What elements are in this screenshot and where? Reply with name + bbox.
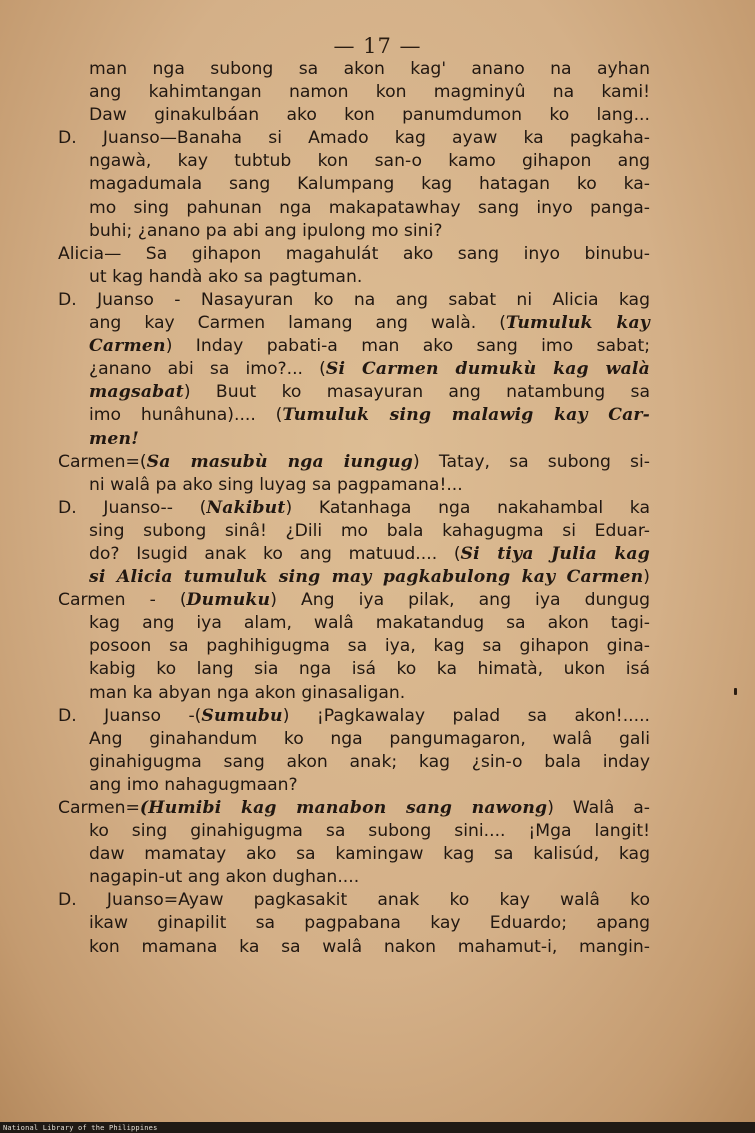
text-line: ¿anano abi sa imo?... (Si Carmen dumukù kag walà bbox=[89, 359, 650, 380]
stage-direction: Si Carmen dumukù kag walà bbox=[325, 359, 650, 380]
text-line: ngawà, kay tubtub kon san-o kamo gihapon ang bbox=[89, 151, 650, 172]
text-line: sing subong sinâ! ¿Dili mo bala kahagugma si Eduar- bbox=[89, 520, 650, 541]
text-line: ut kag handà ako sa pagtuman. bbox=[89, 266, 363, 287]
dialogue-line: D. Juanso - Nasayuran ko na ang sabat ni Alicia kag bbox=[58, 289, 650, 310]
stage-direction: Nakibut bbox=[206, 497, 286, 518]
text-line: man ka abyan nga akon ginasaligan. bbox=[89, 682, 406, 703]
text-line: Daw ginakulbáan ako kon panumdumon ko lang... bbox=[89, 105, 650, 126]
stage-direction: magsabat bbox=[89, 382, 184, 403]
stage-direction: Dumuku bbox=[186, 590, 271, 611]
text-line: Carmen) Inday pabati-a man ako sang imo sabat; bbox=[89, 336, 650, 357]
text-line: do? Isugid anak ko ang matuud.... (Si tiya Julia kag bbox=[89, 543, 650, 564]
stage-direction: Tumuluk kay bbox=[505, 313, 650, 334]
footer-credit: National Library of the Philippines bbox=[3, 1124, 158, 1132]
text-line: kag ang iya alam, walâ makatandug sa akon tagi- bbox=[89, 613, 650, 634]
text-line: ang imo nahagugmaan? bbox=[89, 774, 298, 795]
text-line: ginahigugma sang akon anak; kag ¿sin-o bala inday bbox=[89, 751, 650, 772]
text-line: Ang ginahandum ko nga pangumagaron, walâ gali bbox=[89, 728, 650, 749]
stage-direction: si Alicia tumuluk sing may pagkabulong kay Carmen bbox=[89, 567, 644, 588]
stage-direction: Tumuluk sing malawig kay Car- bbox=[282, 405, 650, 426]
dialogue-line: D. Juanso -(Sumubu) ¡Pagkawalay palad sa akon!..... bbox=[58, 705, 651, 726]
stage-direction: (Humibi kag manabon sang nawong bbox=[139, 798, 548, 818]
stage-direction: Sa masubù nga iungug bbox=[146, 451, 413, 472]
dialogue-line: D. Juanso-- (Nakibut) Katanhaga nga nakahambal ka bbox=[58, 497, 650, 518]
text-line: ikaw ginapilit sa pagpabana kay Eduardo; apang bbox=[89, 913, 650, 934]
text-line bbox=[58, 428, 650, 451]
dialogue-line: D. Juanso—Banaha si Amado kag ayaw ka pagkaha- bbox=[58, 128, 650, 149]
text-line: posoon sa paghihigugma sa iya, kag sa gihapon gina- bbox=[89, 636, 650, 657]
text-line: buhi; ¿anano pa abi ang ipulong mo sini? bbox=[89, 220, 443, 241]
text-line: ni walâ pa ako sing luyag sa pagpamana!... bbox=[89, 474, 463, 495]
dialogue-line: Carmen=(Sa masubù nga iungug) Tatay, sa subong si- bbox=[58, 451, 650, 472]
ink-speck bbox=[734, 688, 737, 695]
text-line: magsabat) Buut ko masayuran ang natambung sa bbox=[89, 382, 650, 403]
text-line: imo hunâhuna).... (Tumuluk sing malawig kay Car- bbox=[89, 405, 650, 426]
dialogue-line: Alicia— Sa gihapon magahulát ako sang inyo binubu- bbox=[58, 243, 650, 264]
text-line: si Alicia tumuluk sing may pagkabulong kay Carmen) bbox=[89, 567, 650, 588]
text-line: kabig ko lang sia nga isá ko ka himatà, ukon isá bbox=[89, 659, 650, 680]
page-body bbox=[58, 58, 650, 959]
dialogue-line: Carmen - (Dumuku) Ang iya pilak, ang iya dungug bbox=[58, 590, 650, 611]
text-line: kon mamana ka sa walâ nakon mahamut-i, mangin- bbox=[89, 936, 650, 957]
text-line: mo sing pahunan nga makapatawhay sang inyo panga- bbox=[89, 197, 650, 218]
stage-direction: men! bbox=[89, 428, 139, 449]
text-line: nagapin-ut ang akon dughan.... bbox=[89, 867, 360, 888]
page-number: — 17 — bbox=[333, 34, 422, 58]
stage-direction: Si tiya Julia kag bbox=[460, 543, 650, 564]
text-line: ang kahimtangan namon kon magminyû na kami! bbox=[89, 82, 650, 103]
stage-direction: Sumubu bbox=[201, 705, 283, 726]
dialogue-line: D. Juanso=Ayaw pagkasakit anak ko kay walâ ko bbox=[58, 890, 650, 911]
text-line: daw mamatay ako sa kamingaw kag sa kalisúd, kag bbox=[89, 844, 650, 865]
text-line: magadumala sang Kalumpang kag hatagan ko ka- bbox=[89, 174, 650, 195]
text-line: ang kay Carmen lamang ang walà. (Tumuluk kay bbox=[89, 313, 650, 334]
text-line: man nga subong sa akon kag' anano na ayhan bbox=[89, 59, 650, 79]
stage-direction: Carmen bbox=[89, 336, 166, 357]
dialogue-line: Carmen=(Humibi kag manabon sang nawong) Walâ a- bbox=[58, 798, 650, 818]
text-line: ko sing ginahigugma sa subong sini.... ¡Mga langit! bbox=[89, 821, 650, 842]
